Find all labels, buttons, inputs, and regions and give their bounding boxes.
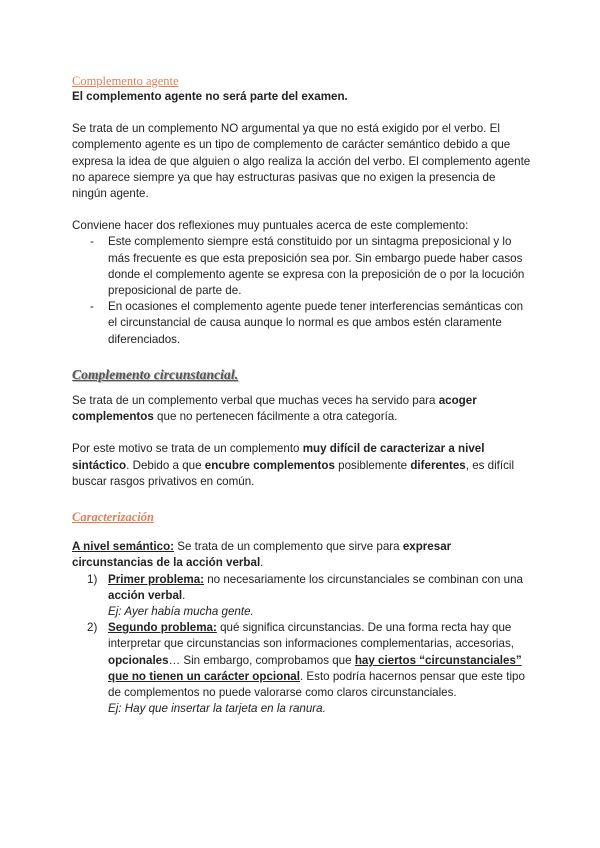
text-run: .: [182, 588, 186, 602]
paragraph-circ-definition: [72, 393, 532, 425]
agente-bullet-list: [72, 234, 532, 347]
dash-bullet: -: [90, 300, 94, 314]
underlined-label: Segundo problema:: [108, 621, 217, 635]
text-run: no necesariamente los circunstanciales se combinan con una: [204, 572, 524, 586]
list-item-text: Este complemento siempre está constituido por un sintagma preposicional y lo más frecuente es que esta preposición sea por. Sin embargo puede haber casos donde el complemento agente se expresa con la preposición de o por la locución preposicional de parte de.: [108, 235, 525, 298]
list-item: [72, 299, 532, 348]
list-item: [72, 620, 532, 717]
text-run: que no pertenecen fácilmente a otra categoría.: [153, 410, 398, 424]
bold-underlined-run: hay ciertos “circunstanciales” que no tienen un carácter opcional: [108, 653, 522, 683]
text-run: , es difícil buscar rasgos privativos en común.: [72, 458, 515, 488]
list-item: [72, 234, 532, 299]
document-page: [72, 73, 532, 718]
underlined-label: A nivel semántico:: [72, 540, 175, 554]
bold-run: expresar circunstancias de la acción verbal: [72, 540, 452, 570]
paragraph-circ-motivo: [72, 441, 532, 490]
bold-run: acción verbal: [108, 588, 183, 602]
text-run: … Sin embargo, comprobamos que: [168, 653, 355, 667]
problem-list: [72, 572, 532, 718]
bold-run: acoger complementos: [72, 394, 477, 424]
heading-complemento-circunstancial: Complemento circunstancial.: [72, 366, 239, 382]
list-item: [72, 572, 532, 621]
text-run: . Debido a que: [126, 458, 205, 472]
heading-caracterizacion: Caracterización: [72, 510, 154, 525]
paragraph-agente-definition: Se trata de un complemento NO argumental ya que no está exigido por el verbo. El complemento agente es un tipo de complemento de carácter semántico debido a que expresa la idea de que alguien o algo realiza la acción del verbo. El complemento agente no aparece siempre ya que hay estructuras pasivas que no exigen la presencia de ningún agente.: [72, 122, 531, 201]
bold-run: opcionales: [108, 653, 169, 667]
dash-bullet: -: [90, 235, 94, 249]
paragraph-nivel-semantico: [72, 539, 532, 571]
list-item-text: En ocasiones el complemento agente puede tener interferencias semánticas con el circunstancial de causa aunque lo normal es que ambos estén claramente diferenciados.: [108, 300, 524, 346]
list-number: 2): [87, 621, 98, 635]
text-run: posiblemente: [334, 458, 411, 472]
text-run: .: [260, 556, 264, 570]
paragraph-agente-reflexiones: Conviene hacer dos reflexiones muy puntuales acerca de este complemento:: [72, 219, 469, 233]
text-run: Por este motivo se trata de un complemento: [72, 442, 303, 456]
heading-complemento-agente: Complemento agente: [72, 74, 179, 88]
text-run: qué significa circunstancias. De una forma recta hay que interpretar que circunstancias son informaciones complementarias, accesorias,: [108, 621, 514, 651]
text-run: Se trata de un complemento que sirve para: [174, 540, 403, 554]
bold-run: muy difícil de caracterizar a nivel sintáctico: [72, 442, 485, 472]
underlined-label: Primer problema:: [108, 572, 204, 586]
list-number: 1): [87, 572, 98, 586]
bold-run: encubre complementos: [204, 458, 335, 472]
example-text: Ej: Ayer había mucha gente.: [108, 605, 254, 619]
bold-run: diferentes: [410, 458, 466, 472]
text-run: . Esto podría hacernos pensar que este tipo de complementos no puede valorarse como claros circunstanciales.: [108, 669, 525, 700]
exam-notice: El complemento agente no será parte del examen.: [72, 90, 348, 103]
text-run: Se trata de un complemento verbal que muchas veces ha servido para: [72, 394, 439, 408]
example-text: Ej: Hay que insertar la tarjeta en la ranura.: [108, 702, 326, 716]
